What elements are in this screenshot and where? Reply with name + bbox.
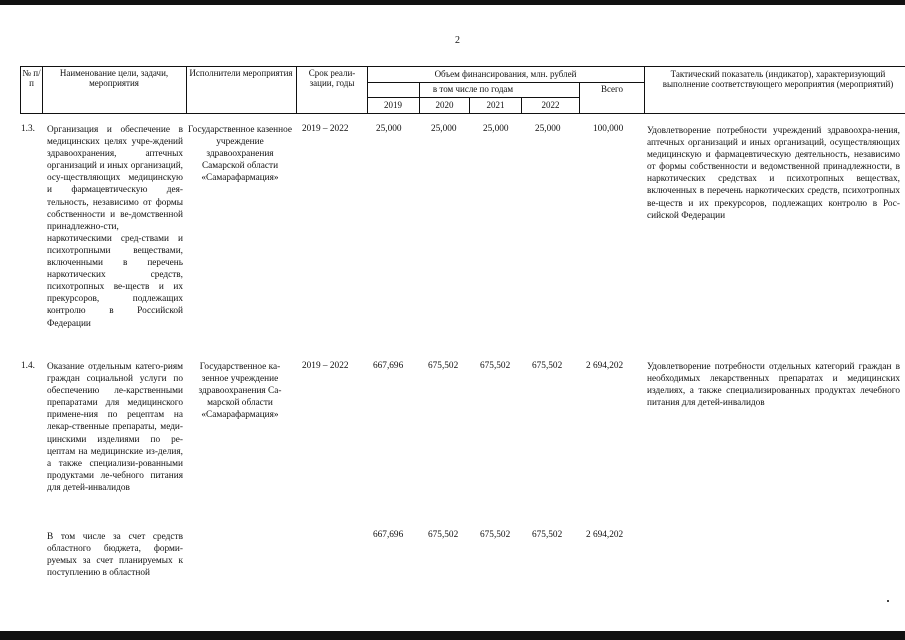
row-value-2022: 25,000 [535,124,561,134]
table-header [20,66,905,114]
row-indicator: Удовлетворение потребности отдельных категорий граждан в необходимых лекарственных препаратах и медицинских изделиях, а также специализированных продуктах лечебного питания для детей-инвалидов [647,362,900,409]
row-number: 1.3. [21,124,35,134]
header-year: 2020 [435,100,454,110]
row-value-2021: 25,000 [483,124,509,134]
row-executor: Государственное ка-зенное учреждение здравоохранения Са-марской области «Самарафармация» [198,362,282,421]
row-total: 2 694,202 [586,530,624,540]
row-number: 1.4. [21,361,35,371]
row-value-2019: 667,696 [373,530,404,540]
header-by-years: в том числе по годам [432,84,514,94]
row-name: Организация и обеспечение в медицинских целях учре-ждений здравоохранения, аптечных организаций и иных организаций, осу-ществляющих медицинскую и фармацевтическую дея-тельность, независимо от формы собственности и ве-домственной принадлежно-сти, наркотическими сред-ствами и психотропными веществами, включенными в перечень наркотических средств, психотропных ве-ществ и их прекурсоров, подлежащих контролю в Российской Федерации [47,125,183,329]
header-finance: Объем финансирования, млн. рублей [434,69,577,79]
scan-speck [887,600,889,602]
row-name: В том числе за счет средств областного бюджета, форми-руемых за счет планируемых к поступлению в областной [47,532,183,579]
row-executor: Государственное казенное учреждение здравоохранения Самарской области «Самарафармация» [188,125,292,184]
row-value-2019: 667,696 [373,361,404,371]
row-value-2022: 675,502 [532,530,563,540]
row-value-2020: 675,502 [428,530,459,540]
row-name: Оказание отдельным катего-риям граждан социальной услуги по обеспечению ле-карственными препаратами для медицинского примене-ния по рецептам на лекар-ственные препараты, меди-цинскими изделиями по ре-цептам на медицинские из-делия, а также специализи-рованными продуктами ле-чебного питания для детей-инвалидов [47,362,183,493]
row-value-2021: 675,502 [480,530,511,540]
page-number: 2 [455,35,460,46]
row-value-2019: 25,000 [376,124,402,134]
header-number: № п/п [22,68,41,88]
row-value-2020: 675,502 [428,361,459,371]
header-executor: Исполнители мероприятия [189,68,293,78]
header-year: 2022 [541,100,560,110]
row-value-2022: 675,502 [532,361,563,371]
row-term: 2019 – 2022 [302,361,349,371]
row-value-2020: 25,000 [431,124,457,134]
header-total: Всего [600,84,624,94]
header-name: Наименование цели, задачи, мероприятия [59,68,169,88]
row-indicator: Удовлетворение потребности учреждений здравоохра-нения, аптечных организаций и иных организаций, осуществляющих медицинскую и фармацевтическую деятельность, независимо от формы собственности и ведомственной принадлежности, в наркотических средствах и психотропных веществах, включенных в перечень наркотических средств, психотропных ве-ществ и их прекурсоров, подлежащих контролю в Рос-сийской Федерации [647,126,900,221]
header-year: 2021 [486,100,505,110]
bottom-border [0,631,905,640]
top-border [0,0,905,5]
row-total: 2 694,202 [586,361,624,371]
row-value-2021: 675,502 [480,361,511,371]
header-year: 2019 [384,100,402,110]
header-term: Срок реали-зации, годы [308,68,356,88]
row-total: 100,000 [593,124,624,134]
header-indicator: Тактический показатель (индикатор), характеризующий выполнение соответствующего мероприятия (мероприятий) [662,69,894,89]
row-term: 2019 – 2022 [302,124,349,134]
